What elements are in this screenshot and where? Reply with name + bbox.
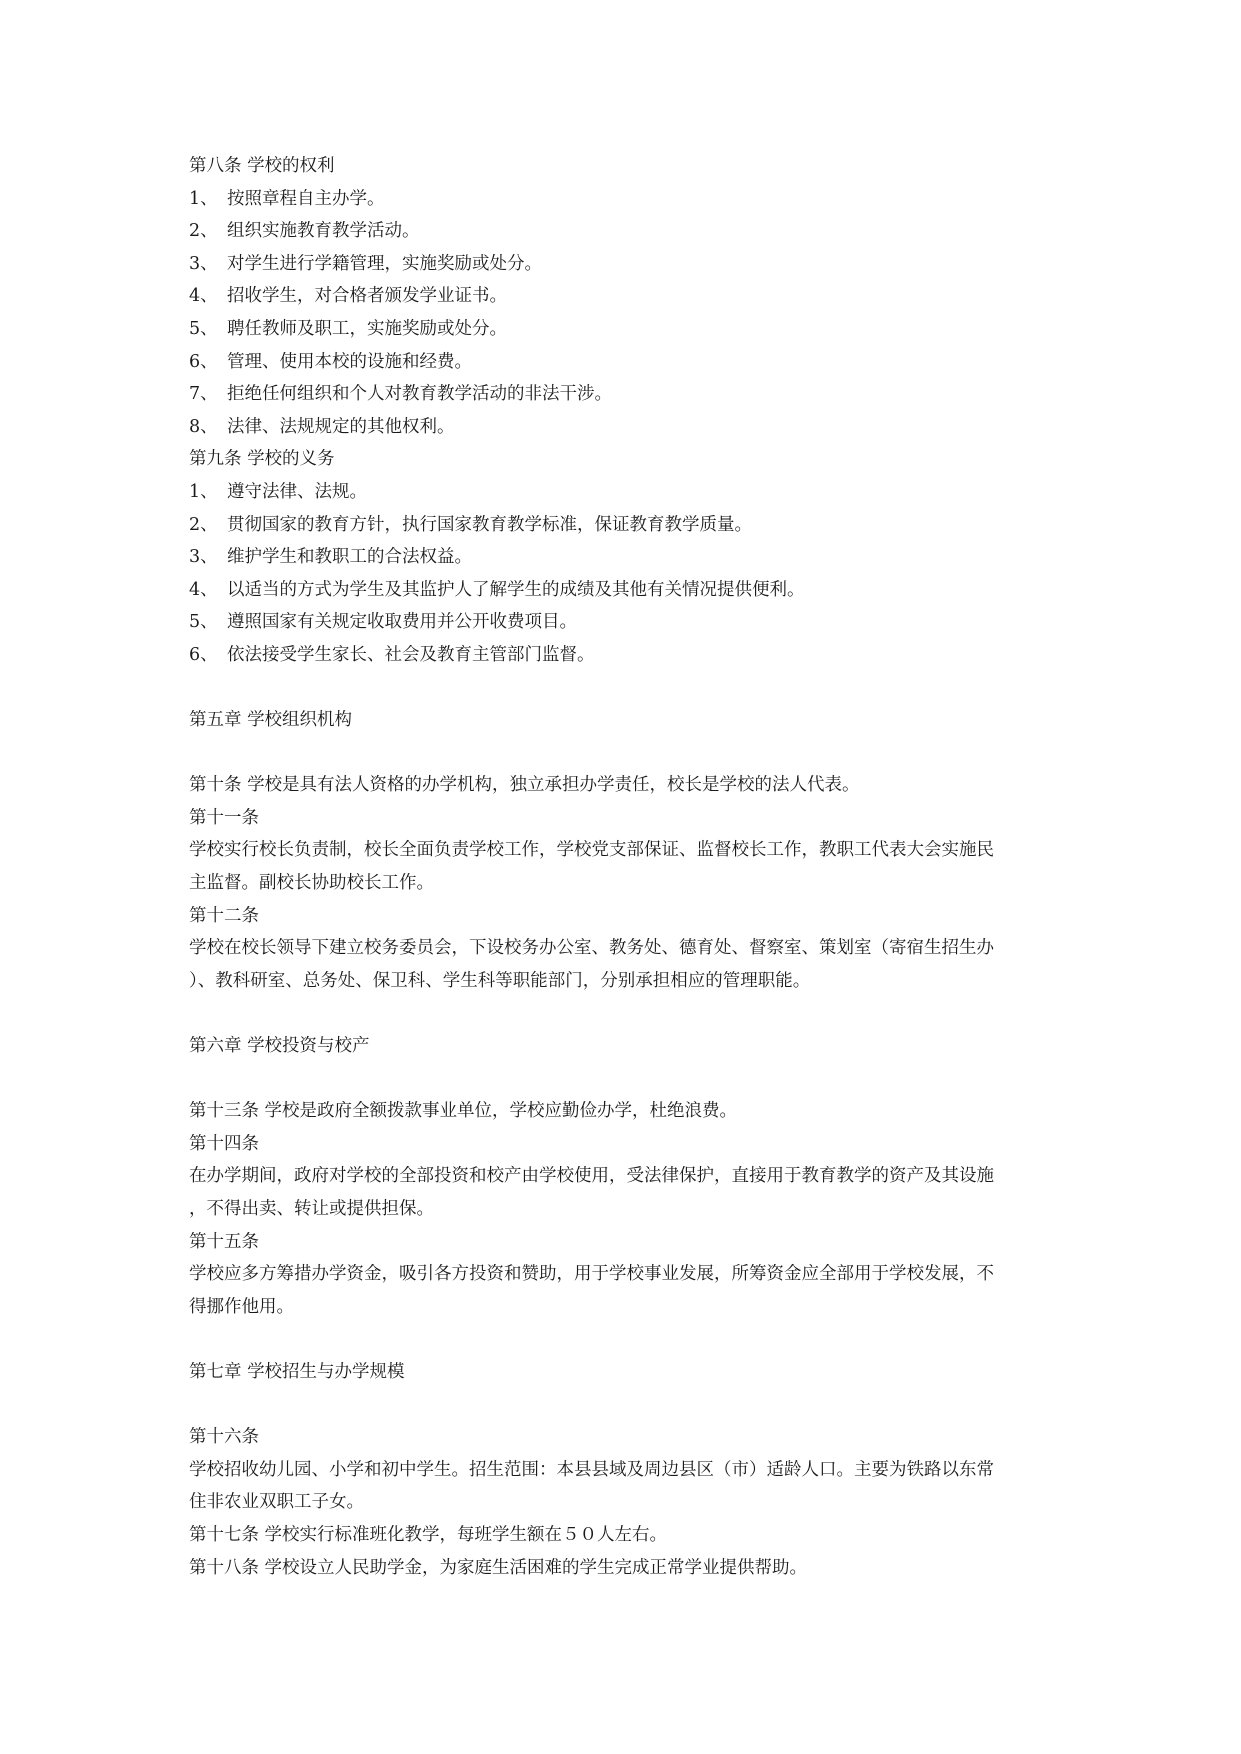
article-14-title: 第十四条 (189, 1133, 259, 1154)
article-11-body-line-2: 主监督。副校长协助校长工作。 (189, 873, 434, 894)
list-item (189, 183, 1059, 216)
item-number: 5、 (189, 318, 218, 339)
chapter-6-title: 第六章 学校投资与校产 (189, 1036, 370, 1057)
item-text: 以适当的方式为学生及其监护人了解学生的成绩及其他有关情况提供便利。 (227, 579, 805, 600)
item-number: 2、 (189, 514, 218, 535)
item-text: 按照章程自主办学。 (227, 188, 385, 209)
article-13: 第十三条 学校是政府全额拨款事业单位，学校应勤俭办学，杜绝浪费。 (189, 1101, 738, 1122)
article-14-body-line-1: 在办学期间，政府对学校的全部投资和校产由学校使用，受法律保护，直接用于教育教学的资产及其设施 (189, 1166, 994, 1187)
item-number: 1、 (189, 481, 218, 502)
article-14-body-line-2: ，不得出卖、转让或提供担保。 (189, 1199, 434, 1219)
article-18: 第十八条 学校设立人民助学金，为家庭生活困难的学生完成正常学业提供帮助。 (189, 1557, 808, 1578)
item-text: 遵守法律、法规。 (227, 481, 367, 502)
item-number: 5、 (189, 612, 218, 633)
item-text: 遵照国家有关规定收取费用并公开收费项目。 (227, 612, 577, 633)
article-10: 第十条 学校是具有法人资格的办学机构，独立承担办学责任，校长是学校的法人代表。 (189, 775, 860, 796)
list-item (189, 411, 1059, 444)
spacer (189, 737, 1059, 770)
list-item (189, 378, 1059, 411)
article-17: 第十七条 学校实行标准班化教学，每班学生额在５０人左右。 (189, 1524, 668, 1545)
article-12-title: 第十二条 (189, 905, 259, 926)
item-text: 管理、使用本校的设施和经费。 (227, 351, 472, 372)
list-item (189, 215, 1059, 248)
item-text: 贯彻国家的教育方针，执行国家教育教学标准，保证教育教学质量。 (227, 514, 752, 535)
article-16-title: 第十六条 (189, 1427, 259, 1448)
list-item (189, 280, 1059, 313)
list-item (189, 639, 1059, 672)
item-text: 组织实施教育教学活动。 (227, 221, 420, 242)
item-text: 拒绝任何组织和个人对教育教学活动的非法干涉。 (227, 384, 612, 405)
item-text: 对学生进行学籍管理，实施奖励或处分。 (227, 253, 542, 274)
article-15-body-line-2: 得挪作他用。 (189, 1296, 294, 1317)
item-number: 2、 (189, 221, 218, 242)
article-8-title: 第八条 学校的权利 (189, 156, 335, 176)
article-9-list (189, 476, 1059, 672)
item-number: 8、 (189, 416, 218, 437)
article-15-body-line-1: 学校应多方筹措办学资金，吸引各方投资和赞助，用于学校事业发展，所筹资金应全部用于学校发展，不 (189, 1264, 994, 1285)
spacer (189, 997, 1059, 1030)
spacer (189, 1323, 1059, 1356)
list-item (189, 476, 1059, 509)
item-number: 3、 (189, 547, 218, 568)
item-text: 依法接受学生家长、社会及教育主管部门监督。 (227, 644, 595, 665)
document-page (189, 150, 1059, 1584)
chapter-5-title: 第五章 学校组织机构 (189, 710, 353, 731)
item-text: 聘任教师及职工，实施奖励或处分。 (227, 318, 507, 339)
article-8-list (189, 183, 1059, 444)
article-9-title: 第九条 学校的义务 (189, 449, 335, 470)
list-item (189, 313, 1059, 346)
chapter-7-title: 第七章 学校招生与办学规模 (189, 1361, 405, 1382)
article-16-body-line-2: 住非农业双职工子女。 (189, 1492, 364, 1513)
article-16-body-line-1: 学校招收幼儿园、小学和初中学生。招生范围：本县县域及周边县区（市）适龄人口。主要为铁路以东常 (189, 1459, 994, 1480)
spacer (189, 1389, 1059, 1422)
item-text: 招收学生，对合格者颁发学业证书。 (227, 286, 507, 307)
article-12-body-line-1: 学校在校长领导下建立校务委员会，下设校务办公室、教务处、德育处、督察室、策划室（寄宿生招生办 (189, 938, 994, 959)
item-number: 4、 (189, 286, 218, 307)
article-15-title: 第十五条 (189, 1231, 259, 1252)
item-number: 3、 (189, 253, 218, 274)
list-item (189, 541, 1059, 574)
list-item (189, 346, 1059, 379)
item-number: 7、 (189, 384, 218, 405)
list-item (189, 248, 1059, 281)
article-11-body-line-1: 学校实行校长负责制，校长全面负责学校工作，学校党支部保证、监督校长工作，教职工代表大会实施民 (189, 840, 994, 861)
item-number: 1、 (189, 188, 218, 209)
item-number: 4、 (189, 579, 218, 600)
spacer (189, 672, 1059, 705)
list-item (189, 606, 1059, 639)
item-text: 维护学生和教职工的合法权益。 (227, 547, 472, 568)
article-12-body-line-2: ）、教科研室、总务处、保卫科、学生科等职能部门，分别承担相应的管理职能。 (189, 970, 811, 991)
item-number: 6、 (189, 351, 218, 372)
item-text: 法律、法规规定的其他权利。 (227, 416, 455, 437)
list-item (189, 574, 1059, 607)
article-11-title: 第十一条 (189, 807, 259, 828)
spacer (189, 1063, 1059, 1096)
item-number: 6、 (189, 644, 218, 665)
list-item (189, 509, 1059, 542)
